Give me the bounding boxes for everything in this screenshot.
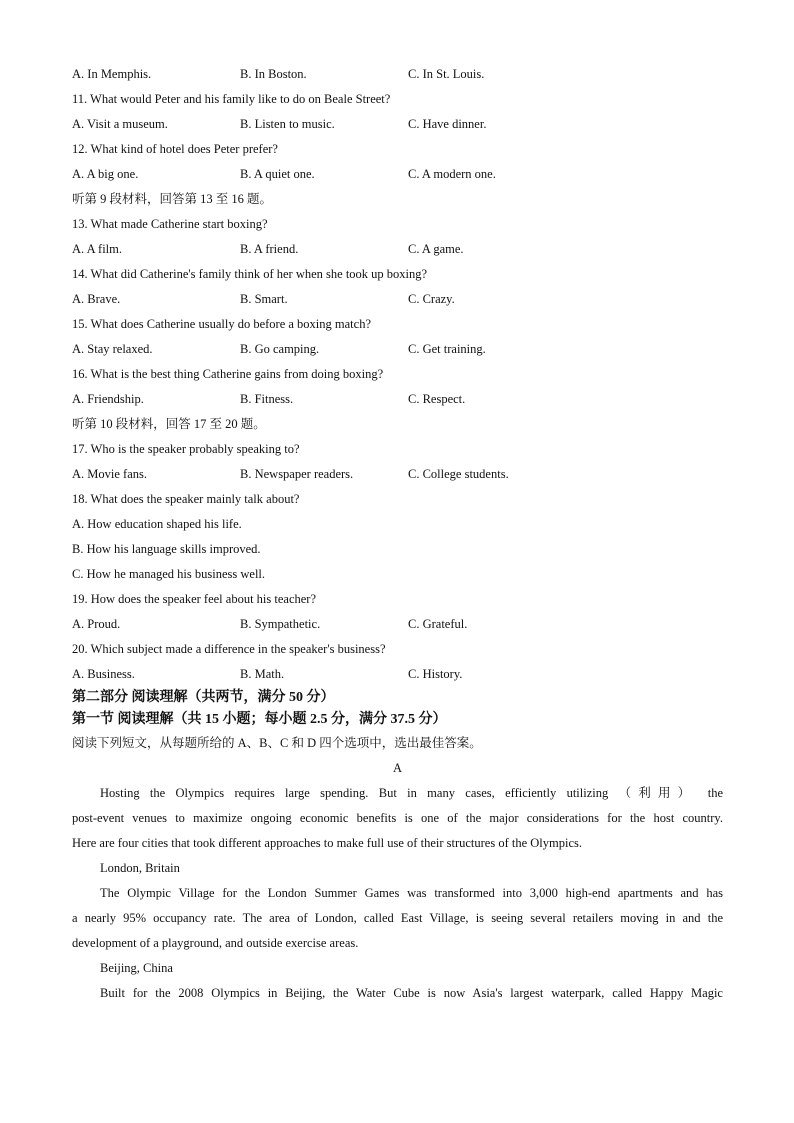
london-line-3: development of a playground, and outside exercise areas. xyxy=(72,936,359,950)
option-b: B. Sympathetic. xyxy=(240,617,321,631)
passage-intro-line-1: Hosting the Olympics requires large spending. But in many cases, efficiently utilizing （利用） the xyxy=(100,786,723,800)
option-a: A. Movie fans. xyxy=(72,467,147,481)
option-c: C. In St. Louis. xyxy=(408,67,485,81)
option-b: B. Go camping. xyxy=(240,342,320,356)
option-b: B. A quiet one. xyxy=(240,167,315,181)
option-a: A. Stay relaxed. xyxy=(72,342,153,356)
question-14: 14. What did Catherine's family think of her when she took up boxing? xyxy=(72,267,428,281)
option-b: B. Smart. xyxy=(240,292,288,306)
q10-options xyxy=(72,62,723,87)
option-a: A. A film. xyxy=(72,242,123,256)
option-a: A. Brave. xyxy=(72,292,121,306)
option-b: B. A friend. xyxy=(240,242,299,256)
question-13: 13. What made Catherine start boxing? xyxy=(72,217,268,231)
london-line-1: The Olympic Village for the London Summer Games was transformed into 3,000 high-end apartments and has xyxy=(100,886,723,900)
option-a: A. Business. xyxy=(72,667,135,681)
passage-intro-line-2: post-event venues to maximize ongoing economic benefits is one of the major considerations for the host country. xyxy=(72,811,723,825)
option-c: C. A modern one. xyxy=(408,167,496,181)
q14-options xyxy=(72,287,723,312)
option-a: A. Friendship. xyxy=(72,392,144,406)
option-b: B. Fitness. xyxy=(240,392,294,406)
option-a: A. Proud. xyxy=(72,617,121,631)
option-c: C. Have dinner. xyxy=(408,117,487,131)
option-c: C. College students. xyxy=(408,467,509,481)
question-15: 15. What does Catherine usually do before a boxing match? xyxy=(72,317,371,331)
q11-options xyxy=(72,112,723,137)
question-19: 19. How does the speaker feel about his teacher? xyxy=(72,592,317,606)
section-1-heading: 第一节 阅读理解（共 15 小题；每小题 2.5 分，满分 37.5 分） xyxy=(72,712,447,727)
passage-letter: A xyxy=(392,761,403,775)
beijing-line-1: Built for the 2008 Olympics in Beijing, the Water Cube is now Asia's largest waterpark, called Happy Magic xyxy=(100,986,723,1000)
question-18: 18. What does the speaker mainly talk about? xyxy=(72,492,300,506)
option-b: B. Listen to music. xyxy=(240,117,335,131)
reading-instructions: 阅读下列短文，从每题所给的 A、B、C 和 D 四个选项中，选出最佳答案。 xyxy=(72,736,482,750)
q16-options xyxy=(72,387,723,412)
q13-options xyxy=(72,237,723,262)
q15-options xyxy=(72,337,723,362)
q12-options xyxy=(72,162,723,187)
q18-option-b: B. How his language skills improved. xyxy=(72,542,261,556)
option-b: B. In Boston. xyxy=(240,67,307,81)
q19-options xyxy=(72,612,723,637)
option-c: C. Grateful. xyxy=(408,617,468,631)
option-b: B. Newspaper readers. xyxy=(240,467,354,481)
document-page xyxy=(72,62,723,1006)
option-c: C. Crazy. xyxy=(408,292,455,306)
city-heading-london: London, Britain xyxy=(100,861,180,875)
question-20: 20. Which subject made a difference in the speaker's business? xyxy=(72,642,386,656)
option-c: C. History. xyxy=(408,667,463,681)
option-c: C. A game. xyxy=(408,242,464,256)
option-a: A. A big one. xyxy=(72,167,139,181)
section-9-instruction: 听第 9 段材料，回答第 13 至 16 题。 xyxy=(72,192,273,206)
option-c: C. Get training. xyxy=(408,342,486,356)
option-b: B. Math. xyxy=(240,667,285,681)
option-a: A. In Memphis. xyxy=(72,67,152,81)
city-heading-beijing: Beijing, China xyxy=(100,961,173,975)
q18-option-c: C. How he managed his business well. xyxy=(72,567,266,581)
question-16: 16. What is the best thing Catherine gains from doing boxing? xyxy=(72,367,384,381)
question-12: 12. What kind of hotel does Peter prefer? xyxy=(72,142,278,156)
option-a: A. Visit a museum. xyxy=(72,117,168,131)
q18-option-a: A. How education shaped his life. xyxy=(72,517,242,531)
london-line-2: a nearly 95% occupancy rate. The area of London, called East Village, is seeing several retailers moving in and the xyxy=(72,911,723,925)
option-c: C. Respect. xyxy=(408,392,466,406)
question-11: 11. What would Peter and his family like to do on Beale Street? xyxy=(72,92,391,106)
q17-options xyxy=(72,462,723,487)
part-2-heading: 第二部分 阅读理解（共两节，满分 50 分） xyxy=(72,690,335,705)
q20-options xyxy=(72,662,723,687)
section-10-instruction: 听第 10 段材料，回答 17 至 20 题。 xyxy=(72,417,266,431)
passage-intro-line-3: Here are four cities that took different approaches to make full use of their structures of the Olympics. xyxy=(72,836,583,850)
question-17: 17. Who is the speaker probably speaking to? xyxy=(72,442,300,456)
